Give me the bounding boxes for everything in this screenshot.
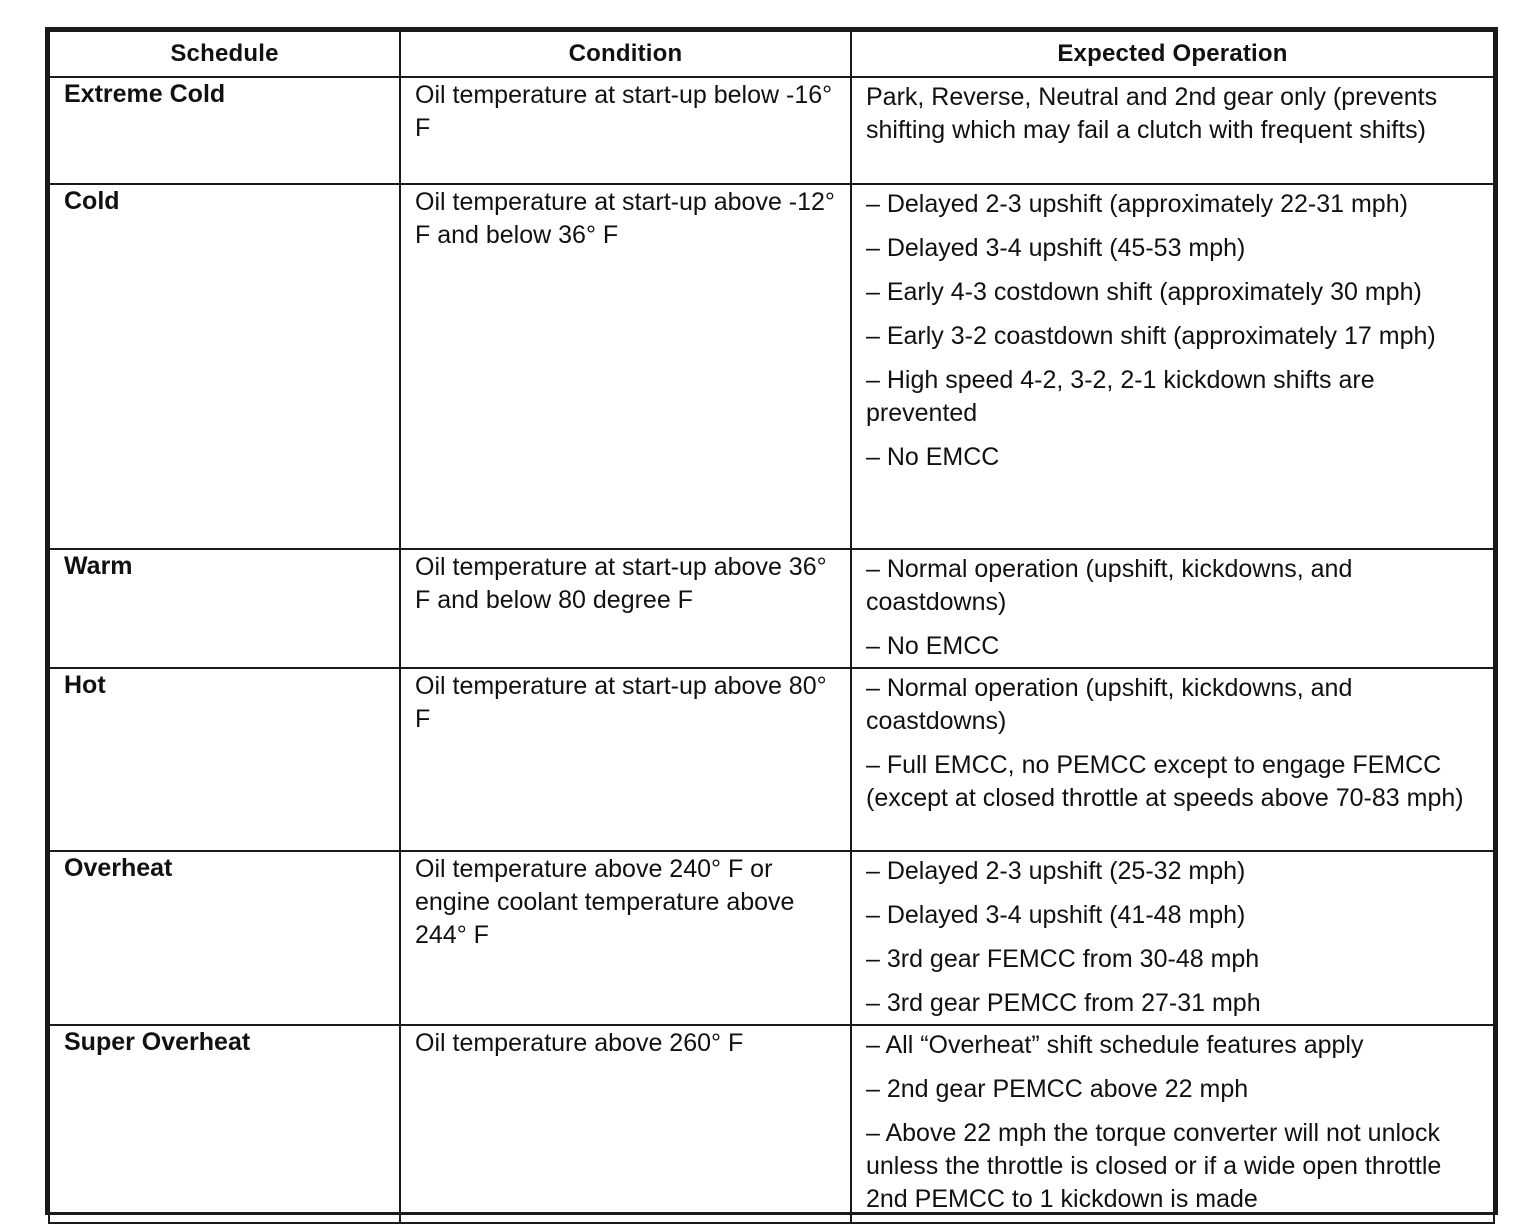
- header-expected-operation: Expected Operation: [851, 31, 1494, 77]
- condition-cell: Oil temperature at start-up above 36° F and below 80 degree F: [400, 549, 851, 668]
- expected-operation-cell: [851, 668, 1494, 851]
- operation-item: – High speed 4-2, 3-2, 2-1 kickdown shifts are prevented: [866, 366, 1375, 427]
- schedule-cell: Overheat: [49, 851, 400, 1025]
- operation-item: – 3rd gear FEMCC from 30-48 mph: [866, 945, 1260, 973]
- expected-operation-cell: [851, 77, 1494, 184]
- operation-item: – 3rd gear PEMCC from 27-31 mph: [866, 989, 1261, 1017]
- expected-operation-cell: [851, 184, 1494, 549]
- schedule-cell: Hot: [49, 668, 400, 851]
- operation-item: – Delayed 3-4 upshift (45-53 mph): [866, 234, 1246, 262]
- operation-item: – Delayed 2-3 upshift (25-32 mph): [866, 857, 1246, 885]
- table-row-super-overheat: [49, 1025, 1494, 1223]
- schedule-cell: Super Overheat: [49, 1025, 400, 1223]
- table-row-overheat: [49, 851, 1494, 1025]
- schedule-cell: Warm: [49, 549, 400, 668]
- shift-schedule-table-frame: [45, 27, 1498, 1215]
- condition-cell: Oil temperature at start-up below -16° F: [400, 77, 851, 184]
- condition-cell: Oil temperature above 260° F: [400, 1025, 851, 1223]
- operation-item: – All “Overheat” shift schedule features apply: [866, 1031, 1364, 1059]
- expected-operation-cell: [851, 851, 1494, 1025]
- table-row-extreme-cold: [49, 77, 1494, 184]
- operation-item: – Delayed 3-4 upshift (41-48 mph): [866, 901, 1246, 929]
- operation-item: – Full EMCC, no PEMCC except to engage FEMCC (except at closed throttle at speeds above 70-83 mph): [866, 751, 1464, 812]
- table-row-cold: [49, 184, 1494, 549]
- operation-item: – No EMCC: [866, 632, 1000, 660]
- header-condition: Condition: [400, 31, 851, 77]
- condition-cell: Oil temperature at start-up above -12° F and below 36° F: [400, 184, 851, 549]
- operation-item: – Delayed 2-3 upshift (approximately 22-31 mph): [866, 190, 1408, 218]
- operation-item: – Above 22 mph the torque converter will not unlock unless the throttle is closed or if a wide open throttle 2nd PEMCC to 1 kickdown is made: [866, 1119, 1442, 1213]
- operation-item: – Normal operation (upshift, kickdowns, and coastdowns): [866, 555, 1353, 616]
- operation-item: – Normal operation (upshift, kickdowns, and coastdowns): [866, 674, 1353, 735]
- expected-operation-cell: [851, 549, 1494, 668]
- condition-cell: Oil temperature above 240° F or engine coolant temperature above 244° F: [400, 851, 851, 1025]
- operation-item: – Early 4-3 costdown shift (approximately 30 mph): [866, 278, 1422, 306]
- schedule-cell: Cold: [49, 184, 400, 549]
- shift-schedule-table: [48, 30, 1495, 1224]
- schedule-cell: Extreme Cold: [49, 77, 400, 184]
- expected-operation-cell: [851, 1025, 1494, 1223]
- header-schedule: Schedule: [49, 31, 400, 77]
- table-header-row: [49, 31, 1494, 77]
- condition-cell: Oil temperature at start-up above 80° F: [400, 668, 851, 851]
- table-row-warm: [49, 549, 1494, 668]
- operation-item: – Early 3-2 coastdown shift (approximately 17 mph): [866, 322, 1436, 350]
- operation-item: Park, Reverse, Neutral and 2nd gear only (prevents shifting which may fail a clutch with frequent shifts): [866, 83, 1438, 144]
- table-row-hot: [49, 668, 1494, 851]
- operation-item: – 2nd gear PEMCC above 22 mph: [866, 1075, 1249, 1103]
- operation-item: – No EMCC: [866, 443, 1000, 471]
